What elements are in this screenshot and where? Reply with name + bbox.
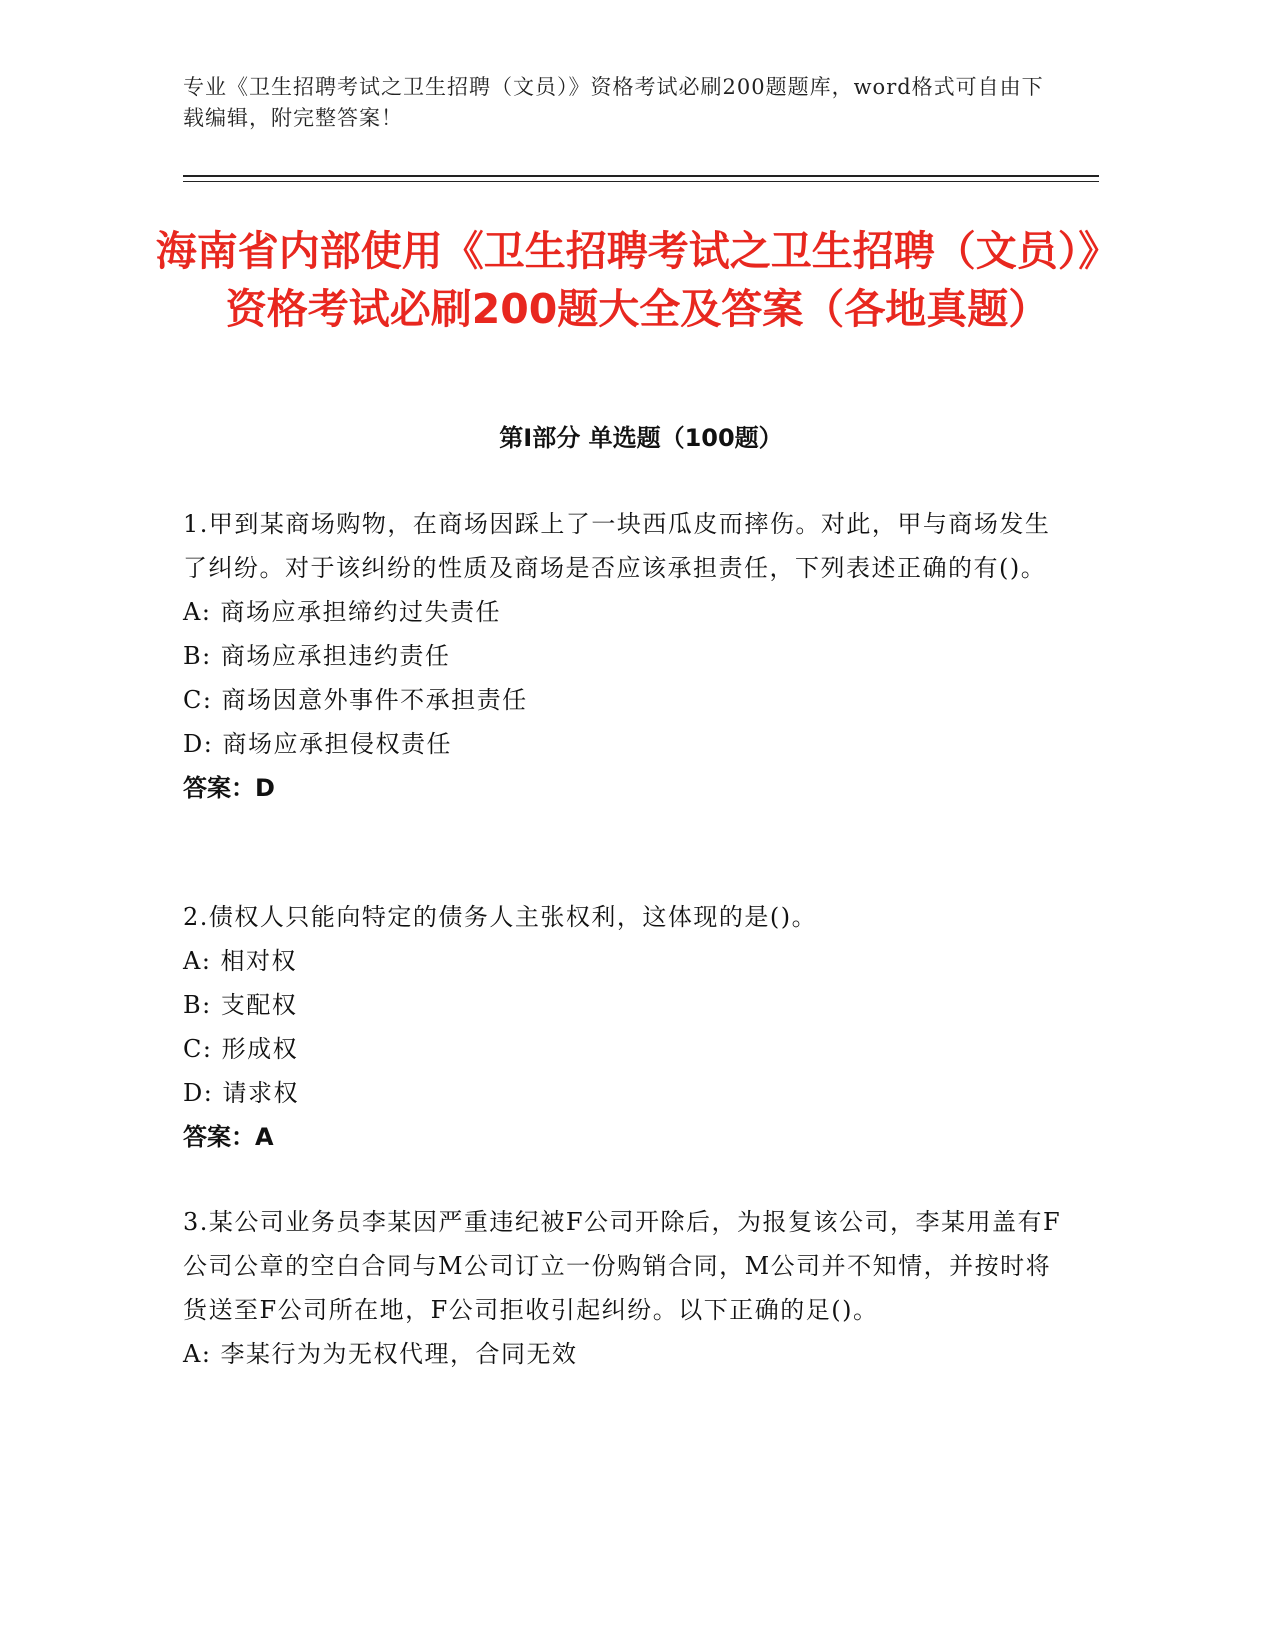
question-3 [183,1200,1063,1376]
option-a: A: 商场应承担缔约过失责任 [183,598,502,626]
question-stem: 3.某公司业务员李某因严重违纪被F公司开除后，为报复该公司，李某用盖有F公司公章的空白合同与M公司订立一份购销合同，M公司并不知情，并按时将货送至F公司所在地，F公司拒收引起纠纷。以下正确的足()。 [183,1208,1062,1324]
question-2 [183,895,1063,1159]
document-title: 海南省内部使用《卫生招聘考试之卫生招聘（文员）》资格考试必刷200题大全及答案（各地真题） [155,227,1120,333]
section-title: 第I部分 单选题（100题） [499,424,783,452]
option-d: D: 商场应承担侵权责任 [183,730,452,758]
question-1 [183,502,1063,810]
option-b: B: 支配权 [183,991,298,1019]
option-d: D: 请求权 [183,1079,299,1107]
option-c: C: 形成权 [183,1035,299,1063]
header-note: 专业《卫生招聘考试之卫生招聘（文员）》资格考试必刷200题题库，word格式可自由下载编辑，附完整答案！ [183,75,1044,130]
option-a: A: 李某行为为无权代理，合同无效 [183,1340,578,1368]
answer: 答案：A [183,1123,274,1151]
question-stem: 1.甲到某商场购物，在商场因踩上了一块西瓜皮而摔伤。对此，甲与商场发生了纠纷。对于该纠纷的性质及商场是否应该承担责任，下列表述正确的有()。 [183,510,1051,582]
question-stem: 2.债权人只能向特定的债务人主张权利，这体现的是()。 [183,903,818,931]
answer: 答案：D [183,774,275,802]
option-b: B: 商场应承担违约责任 [183,642,451,670]
option-a: A: 相对权 [183,947,298,975]
option-c: C: 商场因意外事件不承担责任 [183,686,528,714]
header-divider-thin [183,181,1099,182]
header-divider [183,175,1099,177]
